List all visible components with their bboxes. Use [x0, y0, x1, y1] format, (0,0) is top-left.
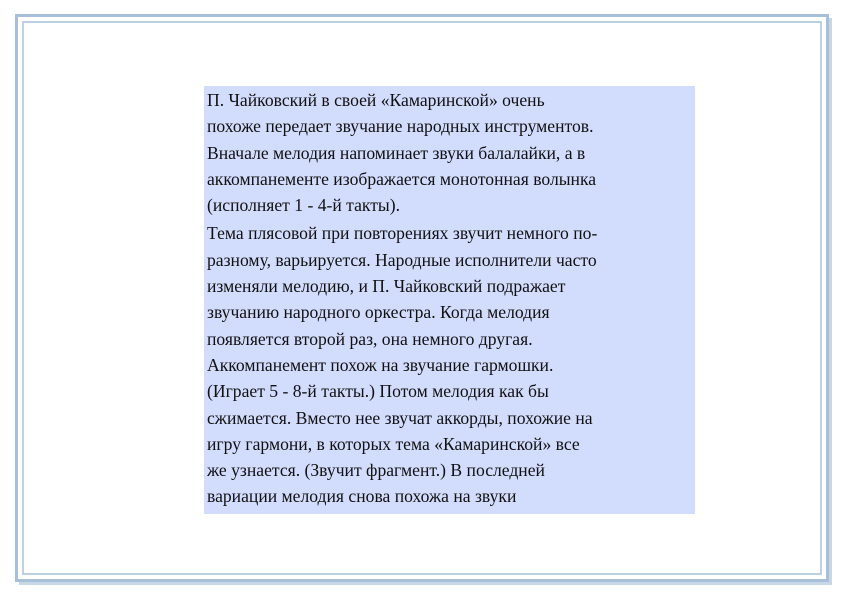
- text-line: Аккомпанемент похож на звучание гармошки.: [207, 354, 554, 375]
- text-line: П. Чайковский в своей «Камаринской» очень: [207, 90, 545, 110]
- text-line: появляется второй раз, она немного другая.: [207, 328, 533, 349]
- text-line: же узнается. (Звучит фрагмент.) В последней: [207, 460, 545, 481]
- slide-shadow-bottom: [19, 582, 832, 585]
- text-line: Тема плясовой при повторениях звучит немного по-: [207, 223, 598, 244]
- text-line: вариации мелодия снова похожа на звуки: [207, 486, 517, 507]
- paragraph-1: [207, 87, 693, 218]
- text-line: звучанию народного оркестра. Когда мелодия: [207, 302, 550, 323]
- text-line: похоже передает звучание народных инструментов.: [207, 116, 594, 137]
- text-line: аккомпанементе изображается монотонная волынка: [207, 168, 597, 189]
- paragraph-2: [207, 220, 693, 509]
- text-line: (Играет 5 - 8-й такты.) Потом мелодия как бы: [207, 381, 549, 402]
- slide-text-box: [204, 86, 695, 514]
- text-line: игру гармони, в которых тема «Камаринской» все: [207, 433, 580, 454]
- text-line: изменяли мелодию, и П. Чайковский подражает: [207, 276, 566, 297]
- text-line: Вначале мелодия напоминает звуки балалайки, а в: [207, 142, 586, 163]
- text-line: сжимается. Вместо нее звучат аккорды, похожие на: [207, 407, 593, 428]
- text-line: разному, варьируется. Народные исполнители часто: [207, 249, 597, 270]
- text-line: (исполняет 1 - 4-й такты).: [207, 195, 400, 216]
- slide-shadow-right: [829, 18, 832, 585]
